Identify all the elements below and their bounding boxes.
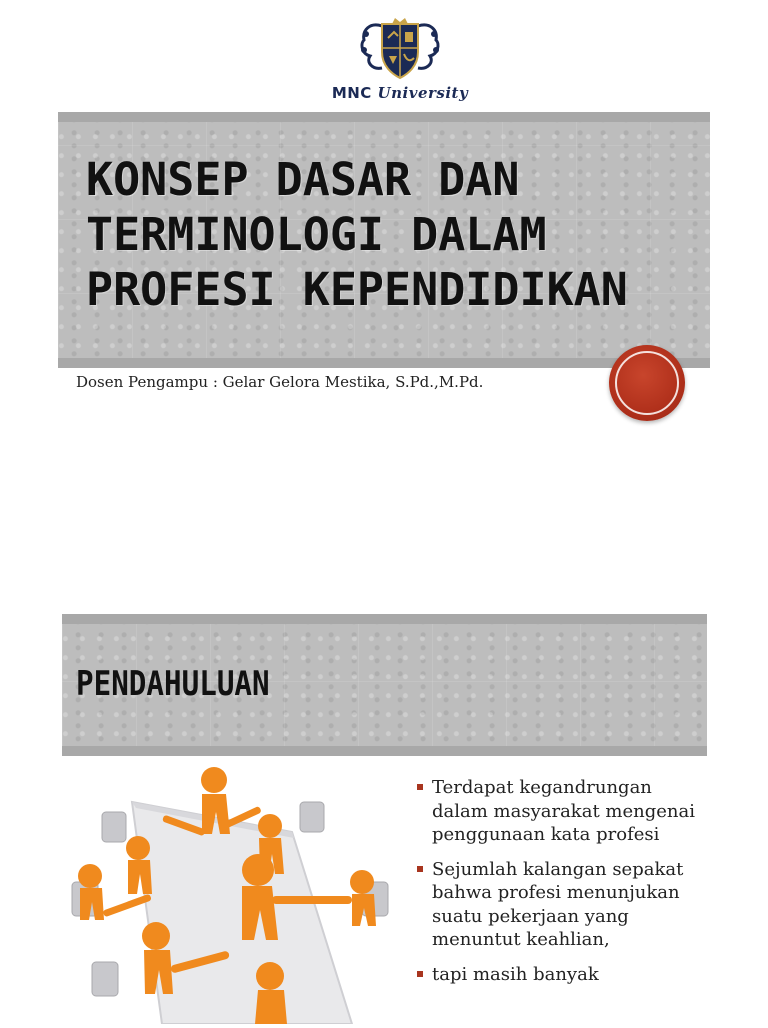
content-slide	[0, 600, 768, 1024]
bullet-text: Terdapat kegandrungan dalam masyarakat mengenai penggunaan kata profesi	[432, 777, 695, 845]
logo-wordmark	[330, 84, 470, 102]
logo-suffix: University	[377, 84, 469, 102]
list-item	[416, 963, 706, 987]
logo-brand: MNC	[331, 84, 372, 102]
square-bullet-icon	[417, 784, 423, 790]
band-top-strip	[58, 112, 710, 122]
title-band	[58, 112, 710, 368]
slide-title	[86, 152, 696, 317]
bullet-text: Sejumlah kalangan sepakat bahwa profesi menunjukan suatu pekerjaan yang menuntut keahlian,	[432, 858, 684, 950]
title-line-3: PROFESI KEPENDIDIKAN	[86, 263, 628, 316]
mnc-university-logo	[330, 16, 470, 106]
university-crest-icon	[352, 16, 448, 82]
title-line-1: KONSEP DASAR DAN	[86, 153, 520, 206]
orange-circle-icon	[609, 345, 685, 421]
meeting-figures-image	[62, 762, 392, 1024]
section-title-band	[62, 614, 707, 756]
band-bottom-strip	[62, 746, 707, 756]
square-bullet-icon	[417, 971, 423, 977]
list-item	[416, 858, 706, 952]
band-top-strip	[62, 614, 707, 624]
section-title: PENDAHULUAN	[76, 664, 270, 704]
title-line-2: TERMINOLOGI DALAM	[86, 208, 547, 261]
lecturer-subtitle: Dosen Pengampu : Gelar Gelora Mestika, S.Pd.,M.Pd.	[76, 373, 484, 391]
list-item	[416, 776, 706, 847]
meeting-table-illustration	[62, 762, 392, 1024]
square-bullet-icon	[417, 866, 423, 872]
bullet-text: tapi masih banyak	[432, 963, 599, 985]
bullet-list	[416, 776, 706, 997]
